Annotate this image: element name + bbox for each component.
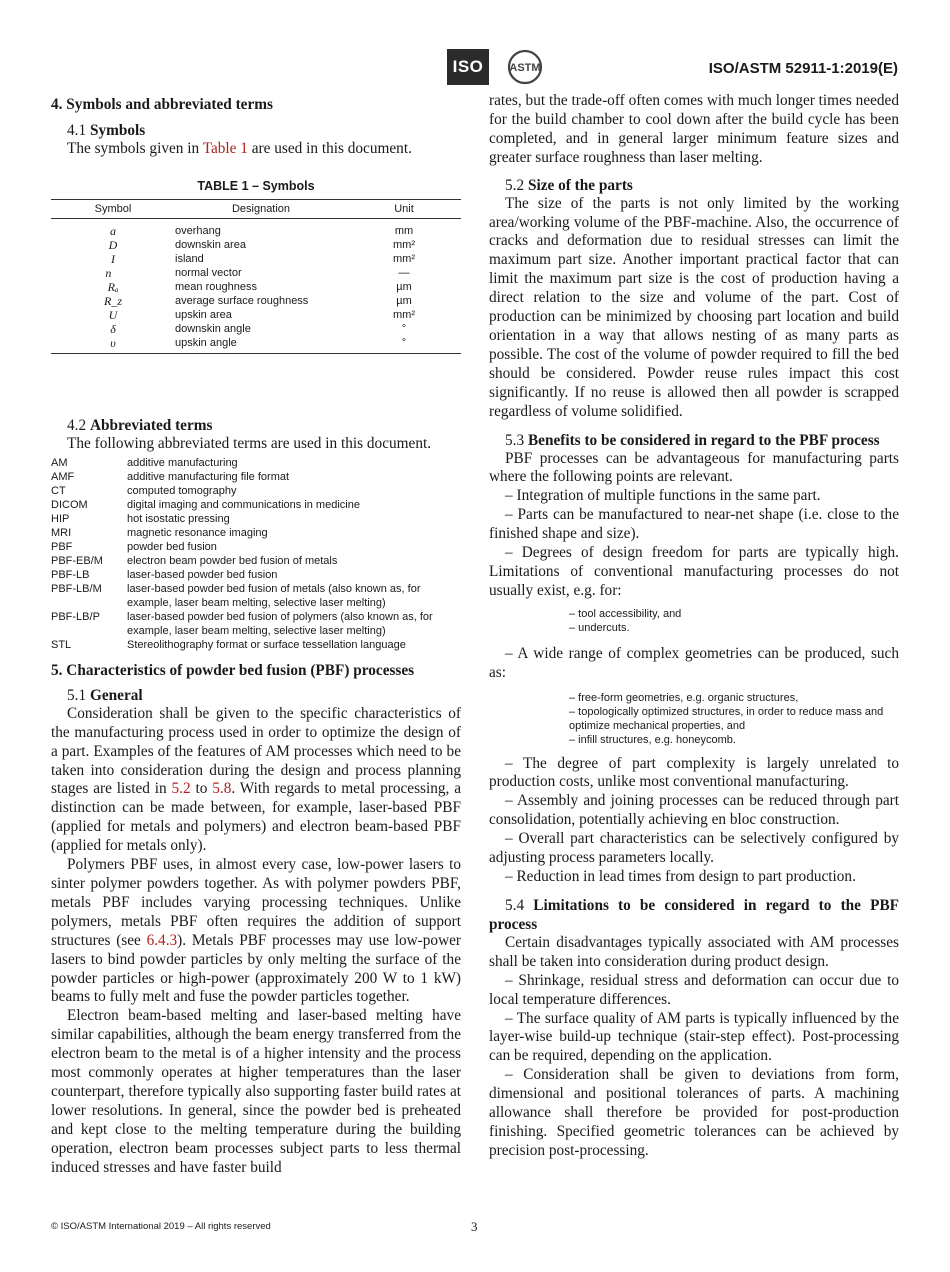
list-item: PBF-LB laser-based powder bed fusion xyxy=(51,568,278,581)
footer-copyright: © ISO/ASTM International 2019 – All rights reserved xyxy=(51,1221,271,1232)
list-item: – infill structures, e.g. honeycomb. xyxy=(569,733,736,746)
table-row: n⃗ normal vector — xyxy=(105,265,410,280)
paragraph: Certain disadvantages typically associated with AM processes shall be taken into consideration during product design. xyxy=(489,933,899,970)
right-column xyxy=(489,92,899,1161)
section-4-2-heading: 4.2 Abbreviated terms xyxy=(67,416,213,434)
list-item: – Integration of multiple functions in the same part. xyxy=(505,487,821,505)
list-item: – free-form geometries, e.g. organic structures, xyxy=(569,691,799,704)
table-row: υ upskin angle ° xyxy=(51,336,461,354)
table-row: Rₐ mean roughness µm xyxy=(107,279,412,294)
paragraph: PBF processes can be advantageous for manufacturing parts where the following points are relevant. xyxy=(489,449,899,486)
iso-logo: ISO xyxy=(447,49,489,85)
list-item: PBF-LB/M laser-based powder bed fusion of metals (also known as, for example, laser beam melting, selective laser melting) xyxy=(51,582,421,609)
list-item: PBF powder bed fusion xyxy=(51,540,217,553)
table-row: a overhang mm xyxy=(110,223,414,238)
list-item: – Consideration shall be given to deviations from form, dimensional and positional tolerances of parts. A machining allowance shall therefore be provided for post-production finishing. Specified geometric tolerances can be achieved by precision post-processing. xyxy=(489,1066,899,1159)
list-item: PBF-LB/P laser-based powder bed fusion of polymers (also known as, for example, laser beam melting, selective laser melting) xyxy=(51,610,433,637)
paragraph: Electron beam-based melting and laser-based melting have similar capabilities, although the beam energy transferred from the electron beam to the metal is of a higher intensity and the process most commonly operates at higher temperatures than the laser counterpart, therefore typically also supporting faster build rates at lower resolutions. In general, since the powder bed is preheated and kept close to the melting temperature during the building operation, electron beam processes subject parts to less thermal induced stresses and have faster build xyxy=(51,1007,461,1176)
col-unit: Unit xyxy=(347,199,461,218)
sub-list xyxy=(489,691,899,747)
list-item: – The surface quality of AM parts is typically influenced by the layer-wise build-up technique (stair-step effect). Post-processing can be required, depending on the application. xyxy=(489,1009,899,1065)
table-1-title: TABLE 1 – Symbols xyxy=(197,178,315,193)
table-row: δ downskin angle ° xyxy=(110,321,407,336)
list-item: – Reduction in lead times from design to part production. xyxy=(505,868,856,885)
section-5-8-link[interactable]: 5.8 xyxy=(212,780,232,798)
paragraph: rates, but the trade-off often comes with much longer times needed for the build chamber to cool down after the build cycle has been completed, and in general larger minimum feature sizes and greater surface roughness than laser melting. xyxy=(489,92,899,166)
list-item: – Assembly and joining processes can be reduced through part consolidation, potentially achieving en bloc construction. xyxy=(489,792,899,829)
list-item: – Parts can be manufactured to near-net shape (i.e. close to the finished shape and size). xyxy=(489,506,899,543)
table-row: D downskin area mm² xyxy=(108,237,415,252)
section-5-4-heading: 5.4 Limitations to be considered in regard to the PBF process xyxy=(489,896,899,933)
table-1-link[interactable]: Table 1 xyxy=(202,140,248,157)
table-row: I island mm² xyxy=(111,251,415,266)
list-item: – Overall part characteristics can be selectively configured by adjusting process parameters locally. xyxy=(489,830,899,867)
table-row: R_z average surface roughness µm xyxy=(104,293,412,308)
section-5-2-link[interactable]: 5.2 xyxy=(171,780,191,798)
section-title: Symbols xyxy=(89,122,146,139)
paragraph: The size of the parts is not only limited by the working area/working volume of the PBF-machine. Also, the occurrence of cracks and deformation due to residual stresses can limit the maximum part size. Another important practical factor that can limit the maximum part size is the cost of production having a direct relation to the size and volume of the part. Cost of production can be minimized by choosing part location and build orientation in a way that allows nesting of as many parts as possible. The cost of the volume of powder required to fill the bed should be considered. Powder reuse rules impact this cost significantly. If no reuse is allowed then all powder is scrapped regardless of volume solidified. xyxy=(489,194,899,420)
list-item: PBF-EB/M electron beam powder bed fusion of metals xyxy=(51,554,338,567)
symbols-intro: The symbols given in Table 1 are used in this document. xyxy=(67,140,412,157)
section-number: 4.1 xyxy=(67,122,87,139)
symbols-table xyxy=(51,199,461,354)
page-number: 3 xyxy=(471,1219,478,1234)
col-symbol: Symbol xyxy=(51,199,175,218)
paragraph: Polymers PBF uses, in almost every case, low-power lasers to sinter polymer powders together. As with polymer powders PBF, metals PBF includes varying processing techniques. Unlike polymers, metals PBF often requires the addition of support structures (see 6.4.3). Metals PBF processes may use low-power lasers to bind powder particles by only melting the surface of the powder particles or high-power (approximately 200 W to 1 kW) beams to fully melt and fuse the powder particles together. xyxy=(51,856,461,1006)
document-id: ISO/ASTM 52911-1:2019(E) xyxy=(708,60,898,77)
section-4-title: 4. Symbols and abbreviated terms xyxy=(51,96,273,113)
list-item: – A wide range of complex geometries can be produced, such as: xyxy=(489,644,899,681)
list-item: AM additive manufacturing xyxy=(51,456,238,469)
list-item: – The degree of part complexity is largely unrelated to production costs, unlike most conventional manufacturing. xyxy=(489,754,899,791)
section-4-1-heading xyxy=(51,121,461,140)
section-5-title: 5. Characteristics of powder bed fusion (PBF) processes xyxy=(51,661,415,679)
astm-logo xyxy=(505,48,545,86)
abbreviations-intro: The following abbreviated terms are used in this document. xyxy=(67,434,432,452)
section-5-1-heading: 5.1 General xyxy=(67,686,143,704)
section-5-3-heading: 5.3 Benefits to be considered in regard to the PBF process xyxy=(505,431,880,449)
sub-list xyxy=(489,607,899,635)
table-row: U upskin area mm² xyxy=(108,307,415,322)
section-6-4-3-link[interactable]: 6.4.3 xyxy=(146,931,178,949)
list-item: – Degrees of design freedom for parts are typically high. Limitations of conventional manufacturing processes do not usually exist, e.g. for: xyxy=(489,544,899,599)
list-item: DICOM digital imaging and communications in medicine xyxy=(51,498,360,511)
list-item: CT computed tomography xyxy=(51,484,237,497)
list-item: STL Stereolithography format or surface tessellation language xyxy=(51,638,406,651)
list-item: – tool accessibility, and xyxy=(569,607,682,620)
abbreviations-list xyxy=(51,456,461,652)
left-column xyxy=(51,92,461,1177)
svg-text:ASTM: ASTM xyxy=(509,62,541,74)
col-designation: Designation xyxy=(175,199,347,218)
list-item: AMF additive manufacturing file format xyxy=(51,470,290,483)
list-item: – undercuts. xyxy=(569,621,630,634)
list-item: HIP hot isostatic pressing xyxy=(51,512,230,525)
section-5-2-heading: 5.2 Size of the parts xyxy=(505,176,633,194)
list-item: – topologically optimized structures, in order to reduce mass and optimize mechanical properties, and xyxy=(569,705,884,732)
header-logos xyxy=(447,48,545,86)
list-item: MRI magnetic resonance imaging xyxy=(51,526,268,539)
paragraph: Consideration shall be given to the specific characteristics of the manufacturing process used in order to optimize the design of a part. Examples of the features of AM processes which need to be taken into consideration during the design and process planning stages are listed in 5.2 to 5.8. With regards to metal processing, a distinction can be made between, for example, laser-based PBF (applied for metals and polymers) and electron beam-based PBF (applied for metals only). xyxy=(51,704,461,855)
list-item: – Shrinkage, residual stress and deformation can occur due to local temperature differences. xyxy=(489,971,899,1008)
